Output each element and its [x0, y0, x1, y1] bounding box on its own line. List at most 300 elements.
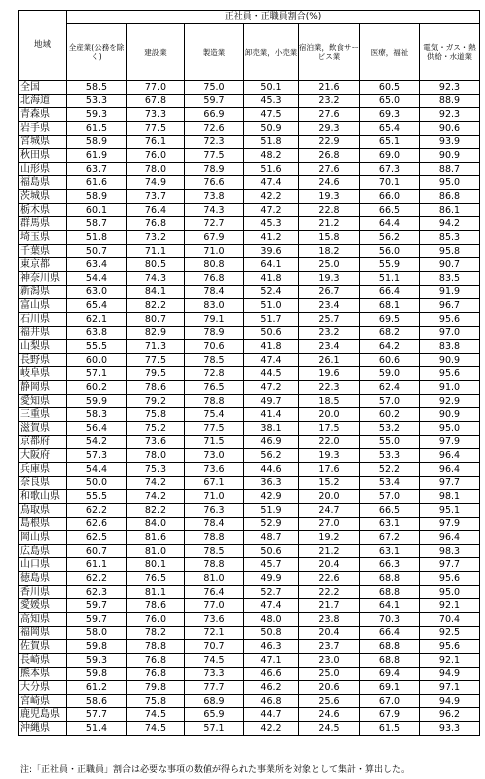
value-cell: 23.0	[299, 653, 360, 667]
value-cell: 70.4	[420, 612, 480, 626]
value-cell: 57.1	[185, 722, 244, 736]
value-cell: 46.2	[244, 681, 299, 695]
value-cell: 77.5	[127, 353, 185, 367]
table-row	[19, 231, 480, 245]
value-cell: 53.2	[360, 422, 420, 436]
value-cell: 64.1	[360, 599, 420, 613]
value-cell: 44.7	[244, 708, 299, 722]
value-cell: 94.9	[420, 694, 480, 708]
table-row	[19, 258, 480, 272]
value-cell: 58.0	[67, 626, 127, 640]
value-cell: 47.4	[244, 176, 299, 190]
table-row	[19, 285, 480, 299]
table-row	[19, 708, 480, 722]
value-cell: 61.9	[67, 149, 127, 163]
column-header-manufacturing: 製造業	[185, 24, 244, 81]
value-cell: 98.1	[420, 490, 480, 504]
value-cell: 81.1	[127, 585, 185, 599]
table-row	[19, 408, 480, 422]
value-cell: 69.5	[360, 312, 420, 326]
value-cell: 74.3	[185, 203, 244, 217]
value-cell: 74.2	[127, 490, 185, 504]
value-cell: 42.2	[244, 190, 299, 204]
value-cell: 94.9	[420, 667, 480, 681]
value-cell: 46.6	[244, 667, 299, 681]
region-cell: 愛知県	[19, 394, 67, 408]
value-cell: 20.0	[299, 490, 360, 504]
value-cell: 21.2	[299, 544, 360, 558]
value-cell: 46.8	[244, 694, 299, 708]
value-cell: 63.4	[67, 258, 127, 272]
value-cell: 66.5	[360, 503, 420, 517]
region-cell: 佐賀県	[19, 640, 67, 654]
value-cell: 95.1	[420, 503, 480, 517]
value-cell: 71.5	[185, 435, 244, 449]
value-cell: 36.3	[244, 476, 299, 490]
value-cell: 78.2	[127, 626, 185, 640]
value-cell: 70.6	[185, 340, 244, 354]
value-cell: 62.1	[67, 312, 127, 326]
value-cell: 95.0	[420, 422, 480, 436]
value-cell: 29.3	[299, 121, 360, 135]
value-cell: 86.1	[420, 203, 480, 217]
table-row	[19, 81, 480, 95]
table-row	[19, 394, 480, 408]
value-cell: 55.9	[360, 258, 420, 272]
value-cell: 25.0	[299, 258, 360, 272]
region-cell: 茨城県	[19, 190, 67, 204]
value-cell: 46.3	[244, 640, 299, 654]
value-cell: 76.3	[185, 503, 244, 517]
value-cell: 58.9	[67, 135, 127, 149]
value-cell: 77.5	[127, 121, 185, 135]
value-cell: 64.2	[360, 340, 420, 354]
value-cell: 58.6	[67, 694, 127, 708]
value-cell: 71.1	[127, 244, 185, 258]
value-cell: 77.0	[127, 81, 185, 95]
value-cell: 72.8	[185, 367, 244, 381]
value-cell: 92.1	[420, 653, 480, 667]
value-cell: 96.4	[420, 449, 480, 463]
value-cell: 50.1	[244, 81, 299, 95]
region-cell: 山梨県	[19, 340, 67, 354]
value-cell: 78.8	[185, 558, 244, 572]
table-row	[19, 599, 480, 613]
value-cell: 51.6	[244, 162, 299, 176]
value-cell: 78.5	[185, 544, 244, 558]
value-cell: 91.0	[420, 381, 480, 395]
value-cell: 57.0	[360, 394, 420, 408]
value-cell: 63.7	[67, 162, 127, 176]
value-cell: 25.0	[299, 667, 360, 681]
value-cell: 97.9	[420, 435, 480, 449]
value-cell: 26.1	[299, 353, 360, 367]
value-cell: 95.0	[420, 585, 480, 599]
value-cell: 55.0	[360, 435, 420, 449]
value-cell: 69.0	[360, 149, 420, 163]
value-cell: 59.7	[185, 94, 244, 108]
value-cell: 24.6	[299, 708, 360, 722]
value-cell: 95.6	[420, 312, 480, 326]
region-cell: 岐阜県	[19, 367, 67, 381]
value-cell: 19.6	[299, 367, 360, 381]
region-cell: 広島県	[19, 544, 67, 558]
value-cell: 69.3	[360, 108, 420, 122]
value-cell: 62.2	[67, 572, 127, 586]
value-cell: 77.5	[185, 422, 244, 436]
value-cell: 91.9	[420, 285, 480, 299]
value-cell: 51.8	[67, 231, 127, 245]
value-cell: 76.4	[185, 585, 244, 599]
value-cell: 20.0	[299, 408, 360, 422]
value-cell: 77.7	[185, 681, 244, 695]
value-cell: 78.0	[127, 162, 185, 176]
value-cell: 77.0	[185, 599, 244, 613]
table-row	[19, 490, 480, 504]
region-cell: 宮城県	[19, 135, 67, 149]
value-cell: 70.7	[185, 640, 244, 654]
table-row	[19, 217, 480, 231]
region-cell: 福島県	[19, 176, 67, 190]
table-row	[19, 544, 480, 558]
value-cell: 76.8	[127, 653, 185, 667]
value-cell: 82.2	[127, 299, 185, 313]
group-header: 正社員・正職員割合(%)	[67, 11, 480, 24]
value-cell: 78.0	[127, 449, 185, 463]
employment-table	[18, 10, 480, 736]
value-cell: 19.2	[299, 531, 360, 545]
region-cell: 岩手県	[19, 121, 67, 135]
value-cell: 57.1	[67, 367, 127, 381]
region-cell: 大阪府	[19, 449, 67, 463]
table-row	[19, 476, 480, 490]
value-cell: 47.4	[244, 353, 299, 367]
value-cell: 57.3	[67, 449, 127, 463]
value-cell: 67.1	[185, 476, 244, 490]
value-cell: 26.8	[299, 149, 360, 163]
value-cell: 51.8	[244, 135, 299, 149]
value-cell: 83.5	[420, 271, 480, 285]
table-row	[19, 667, 480, 681]
value-cell: 96.7	[420, 299, 480, 313]
value-cell: 21.2	[299, 217, 360, 231]
table-row	[19, 312, 480, 326]
value-cell: 19.3	[299, 271, 360, 285]
value-cell: 41.8	[244, 271, 299, 285]
region-cell: 島根県	[19, 517, 67, 531]
table-row	[19, 135, 480, 149]
value-cell: 73.6	[127, 435, 185, 449]
value-cell: 46.9	[244, 435, 299, 449]
value-cell: 78.6	[127, 381, 185, 395]
value-cell: 68.8	[360, 640, 420, 654]
value-cell: 70.3	[360, 612, 420, 626]
value-cell: 84.0	[127, 517, 185, 531]
value-cell: 26.7	[299, 285, 360, 299]
value-cell: 42.2	[244, 722, 299, 736]
table-row	[19, 585, 480, 599]
value-cell: 68.9	[185, 694, 244, 708]
value-cell: 92.3	[420, 108, 480, 122]
value-cell: 62.6	[67, 517, 127, 531]
value-cell: 76.4	[127, 203, 185, 217]
column-header-accommodation-food: 宿泊業，飲食サービス業	[299, 24, 360, 81]
value-cell: 98.3	[420, 544, 480, 558]
value-cell: 92.5	[420, 626, 480, 640]
value-cell: 49.7	[244, 394, 299, 408]
value-cell: 71.3	[127, 340, 185, 354]
value-cell: 90.9	[420, 408, 480, 422]
table-row	[19, 653, 480, 667]
region-cell: 徳島県	[19, 572, 67, 586]
value-cell: 80.8	[185, 258, 244, 272]
value-cell: 90.9	[420, 353, 480, 367]
value-cell: 94.2	[420, 217, 480, 231]
table-row	[19, 149, 480, 163]
region-cell: 秋田県	[19, 149, 67, 163]
value-cell: 78.8	[185, 531, 244, 545]
table-row	[19, 353, 480, 367]
value-cell: 96.2	[420, 708, 480, 722]
value-cell: 20.4	[299, 558, 360, 572]
value-cell: 62.2	[67, 503, 127, 517]
value-cell: 56.4	[67, 422, 127, 436]
value-cell: 47.2	[244, 203, 299, 217]
value-cell: 92.3	[420, 81, 480, 95]
region-cell: 鹿児島県	[19, 708, 67, 722]
value-cell: 65.4	[360, 121, 420, 135]
table-row	[19, 422, 480, 436]
value-cell: 44.6	[244, 462, 299, 476]
region-cell: 兵庫県	[19, 462, 67, 476]
value-cell: 79.1	[185, 312, 244, 326]
value-cell: 41.8	[244, 340, 299, 354]
value-cell: 22.8	[299, 203, 360, 217]
table-row	[19, 517, 480, 531]
value-cell: 54.4	[67, 462, 127, 476]
value-cell: 73.8	[185, 190, 244, 204]
value-cell: 73.2	[127, 231, 185, 245]
value-cell: 22.2	[299, 585, 360, 599]
value-cell: 41.2	[244, 231, 299, 245]
region-cell: 滋賀県	[19, 422, 67, 436]
region-header: 地域	[19, 11, 67, 81]
value-cell: 79.5	[127, 367, 185, 381]
value-cell: 63.1	[360, 517, 420, 531]
table-row	[19, 271, 480, 285]
region-cell: 群馬県	[19, 217, 67, 231]
value-cell: 80.7	[127, 312, 185, 326]
value-cell: 95.0	[420, 176, 480, 190]
region-cell: 栃木県	[19, 203, 67, 217]
region-cell: 静岡県	[19, 381, 67, 395]
value-cell: 69.1	[360, 681, 420, 695]
value-cell: 49.9	[244, 572, 299, 586]
value-cell: 62.5	[67, 531, 127, 545]
value-cell: 73.3	[127, 108, 185, 122]
value-cell: 90.9	[420, 149, 480, 163]
value-cell: 59.9	[67, 394, 127, 408]
value-cell: 92.9	[420, 394, 480, 408]
region-cell: 香川県	[19, 585, 67, 599]
column-header-all-industries: 全産業(公務を除く)	[67, 24, 127, 81]
value-cell: 95.6	[420, 572, 480, 586]
region-cell: 東京都	[19, 258, 67, 272]
value-cell: 72.7	[185, 217, 244, 231]
value-cell: 21.6	[299, 81, 360, 95]
value-cell: 65.0	[360, 94, 420, 108]
table-row	[19, 531, 480, 545]
value-cell: 70.1	[360, 176, 420, 190]
value-cell: 27.6	[299, 108, 360, 122]
value-cell: 78.4	[185, 285, 244, 299]
value-cell: 66.5	[360, 203, 420, 217]
value-cell: 23.4	[299, 340, 360, 354]
region-cell: 全国	[19, 81, 67, 95]
value-cell: 72.6	[185, 121, 244, 135]
region-cell: 石川県	[19, 312, 67, 326]
value-cell: 59.7	[67, 599, 127, 613]
value-cell: 60.0	[67, 353, 127, 367]
value-cell: 59.8	[67, 667, 127, 681]
region-cell: 富山県	[19, 299, 67, 313]
value-cell: 38.1	[244, 422, 299, 436]
value-cell: 81.0	[127, 544, 185, 558]
value-cell: 53.4	[360, 476, 420, 490]
value-cell: 19.3	[299, 449, 360, 463]
value-cell: 66.4	[360, 285, 420, 299]
value-cell: 79.8	[127, 681, 185, 695]
value-cell: 57.0	[360, 490, 420, 504]
region-cell: 山口県	[19, 558, 67, 572]
region-cell: 長崎県	[19, 653, 67, 667]
region-cell: 千葉県	[19, 244, 67, 258]
value-cell: 63.8	[67, 326, 127, 340]
value-cell: 57.7	[67, 708, 127, 722]
value-cell: 77.5	[185, 149, 244, 163]
value-cell: 73.7	[127, 190, 185, 204]
value-cell: 20.4	[299, 626, 360, 640]
value-cell: 76.8	[185, 271, 244, 285]
value-cell: 60.1	[67, 203, 127, 217]
value-cell: 67.9	[360, 708, 420, 722]
value-cell: 24.7	[299, 503, 360, 517]
table-row	[19, 367, 480, 381]
value-cell: 75.8	[127, 694, 185, 708]
value-cell: 61.6	[67, 176, 127, 190]
region-cell: 岡山県	[19, 531, 67, 545]
value-cell: 55.5	[67, 490, 127, 504]
value-cell: 58.9	[67, 190, 127, 204]
value-cell: 50.6	[244, 326, 299, 340]
value-cell: 48.2	[244, 149, 299, 163]
value-cell: 74.3	[127, 271, 185, 285]
value-cell: 22.9	[299, 135, 360, 149]
value-cell: 69.4	[360, 667, 420, 681]
value-cell: 48.7	[244, 531, 299, 545]
value-cell: 75.4	[185, 408, 244, 422]
value-cell: 56.2	[360, 231, 420, 245]
value-cell: 62.4	[360, 381, 420, 395]
value-cell: 66.0	[360, 190, 420, 204]
value-cell: 25.6	[299, 694, 360, 708]
value-cell: 78.9	[185, 162, 244, 176]
table-row	[19, 572, 480, 586]
value-cell: 67.2	[360, 531, 420, 545]
value-cell: 81.0	[185, 572, 244, 586]
value-cell: 75.3	[127, 462, 185, 476]
value-cell: 82.9	[127, 326, 185, 340]
value-cell: 97.1	[420, 681, 480, 695]
value-cell: 60.2	[67, 381, 127, 395]
value-cell: 65.4	[67, 299, 127, 313]
value-cell: 64.1	[244, 258, 299, 272]
value-cell: 50.7	[67, 244, 127, 258]
value-cell: 96.4	[420, 531, 480, 545]
table-row	[19, 626, 480, 640]
value-cell: 58.7	[67, 217, 127, 231]
table-row	[19, 381, 480, 395]
region-cell: 奈良県	[19, 476, 67, 490]
region-cell: 福岡県	[19, 626, 67, 640]
value-cell: 45.3	[244, 217, 299, 231]
value-cell: 76.0	[127, 612, 185, 626]
value-cell: 78.6	[127, 599, 185, 613]
value-cell: 76.5	[185, 381, 244, 395]
value-cell: 76.5	[127, 572, 185, 586]
region-cell: 高知県	[19, 612, 67, 626]
region-cell: 神奈川県	[19, 271, 67, 285]
value-cell: 76.8	[127, 667, 185, 681]
value-cell: 51.4	[67, 722, 127, 736]
table-row	[19, 612, 480, 626]
region-cell: 長野県	[19, 353, 67, 367]
value-cell: 45.3	[244, 94, 299, 108]
value-cell: 67.9	[185, 231, 244, 245]
value-cell: 22.6	[299, 572, 360, 586]
value-cell: 66.3	[360, 558, 420, 572]
value-cell: 52.7	[244, 585, 299, 599]
value-cell: 41.4	[244, 408, 299, 422]
table-row	[19, 435, 480, 449]
value-cell: 23.8	[299, 612, 360, 626]
value-cell: 47.4	[244, 599, 299, 613]
value-cell: 67.3	[360, 162, 420, 176]
region-cell: 三重県	[19, 408, 67, 422]
value-cell: 51.9	[244, 503, 299, 517]
value-cell: 59.7	[67, 612, 127, 626]
value-cell: 76.8	[127, 217, 185, 231]
region-cell: 京都府	[19, 435, 67, 449]
table-row	[19, 326, 480, 340]
value-cell: 67.8	[127, 94, 185, 108]
value-cell: 63.1	[360, 544, 420, 558]
value-cell: 71.0	[185, 490, 244, 504]
table-row	[19, 203, 480, 217]
value-cell: 80.5	[127, 258, 185, 272]
value-cell: 52.4	[244, 285, 299, 299]
column-header-construction: 建設業	[127, 24, 185, 81]
value-cell: 39.6	[244, 244, 299, 258]
value-cell: 71.0	[185, 244, 244, 258]
value-cell: 76.1	[127, 135, 185, 149]
table-row	[19, 681, 480, 695]
region-cell: 和歌山県	[19, 490, 67, 504]
region-cell: 山形県	[19, 162, 67, 176]
value-cell: 78.8	[127, 640, 185, 654]
value-cell: 74.5	[127, 708, 185, 722]
value-cell: 74.2	[127, 476, 185, 490]
